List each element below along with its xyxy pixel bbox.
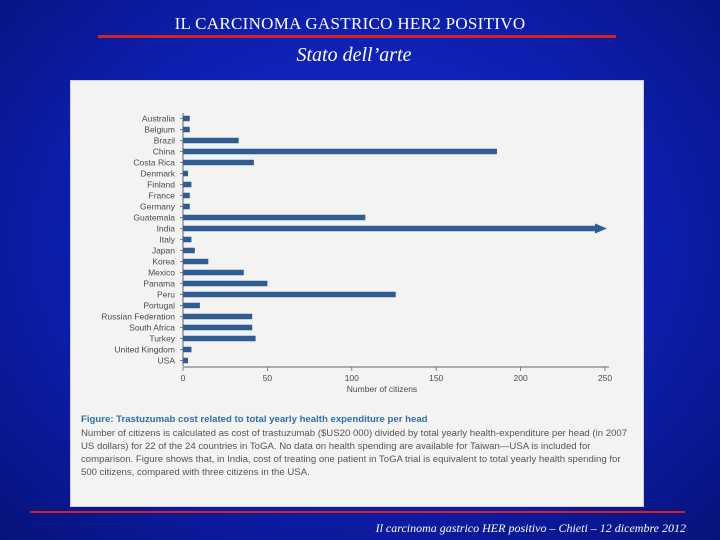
category-label: Mexico <box>148 267 175 278</box>
category-label: Italy <box>159 234 175 245</box>
category-label: Panama <box>143 278 175 289</box>
caption-text: Number of citizens is calculated as cost of trastuzumab ($US20 000) divided by total yearly health-expenditure per head (in 2007 US dollars) for 22 of the 24 countries in ToGA. No data on health spending are available for Taiwan—USA is included for comparison. Figure shows that, in India, cost of treating one patient in ToGA trial is equivalent to total yearly health spending for 500 citizens, compared with three citizens in the USA. <box>81 428 628 478</box>
x-tick-label: 200 <box>513 373 528 383</box>
bar <box>183 237 191 243</box>
category-label: Germany <box>140 201 175 212</box>
category-label: Denmark <box>140 168 175 179</box>
category-label: USA <box>157 355 175 366</box>
figure-caption <box>81 413 629 479</box>
bar <box>183 303 200 309</box>
category-label: Portugal <box>143 300 175 311</box>
x-tick-label: 100 <box>344 373 359 383</box>
bar <box>183 314 252 320</box>
category-label: Turkey <box>149 333 175 344</box>
category-label: Costa Rica <box>133 157 175 168</box>
bar-chart <box>71 81 643 411</box>
bar <box>183 358 188 364</box>
slide-title: IL CARCINOMA GASTRICO HER2 POSITIVO <box>174 14 526 33</box>
bar-arrowhead <box>595 224 607 234</box>
slide-footer: Il carcinoma gastrico HER positivo – Chieti – 12 dicembre 2012 <box>375 521 686 535</box>
bar <box>183 259 208 265</box>
bar <box>183 171 188 177</box>
title-underline <box>98 35 616 38</box>
bar <box>183 193 190 199</box>
category-label: South Africa <box>129 322 175 333</box>
bar <box>183 138 239 144</box>
figure-panel <box>70 80 644 507</box>
bar <box>183 336 256 342</box>
category-label: Belgium <box>144 124 175 135</box>
caption-title: Figure: Trastuzumab cost related to total yearly health expenditure per head <box>81 414 428 425</box>
category-label: Peru <box>157 289 175 300</box>
slide-subtitle: Stato dell’arte <box>296 44 412 66</box>
bar <box>183 204 190 210</box>
bar <box>183 160 254 166</box>
x-tick-label: 0 <box>180 373 186 383</box>
bar <box>183 347 191 353</box>
category-label: Brazil <box>153 135 175 146</box>
bar <box>183 215 365 221</box>
bar <box>183 226 597 232</box>
bar <box>183 325 252 331</box>
category-label: China <box>152 146 175 157</box>
x-tick-label: 250 <box>597 373 613 383</box>
category-label: India <box>156 223 175 234</box>
bar <box>183 281 267 287</box>
category-label: Guatemala <box>133 212 175 223</box>
category-label: Japan <box>151 245 175 256</box>
bar <box>183 248 195 254</box>
category-label: Russian Federation <box>101 311 175 322</box>
category-label: Australia <box>141 113 175 124</box>
category-label: Korea <box>152 256 175 267</box>
bar <box>183 182 191 188</box>
bar <box>183 127 190 133</box>
x-tick-label: 50 <box>262 373 273 383</box>
bar <box>183 149 497 155</box>
footer-underline <box>30 511 685 513</box>
category-label: France <box>148 190 175 201</box>
x-axis-label: Number of citizens <box>346 384 418 394</box>
x-tick-label: 150 <box>429 373 444 383</box>
bar <box>183 116 190 122</box>
category-label: United Kingdom <box>114 344 175 355</box>
category-label: Finland <box>147 179 175 190</box>
bar <box>183 270 244 276</box>
bar <box>183 292 396 298</box>
